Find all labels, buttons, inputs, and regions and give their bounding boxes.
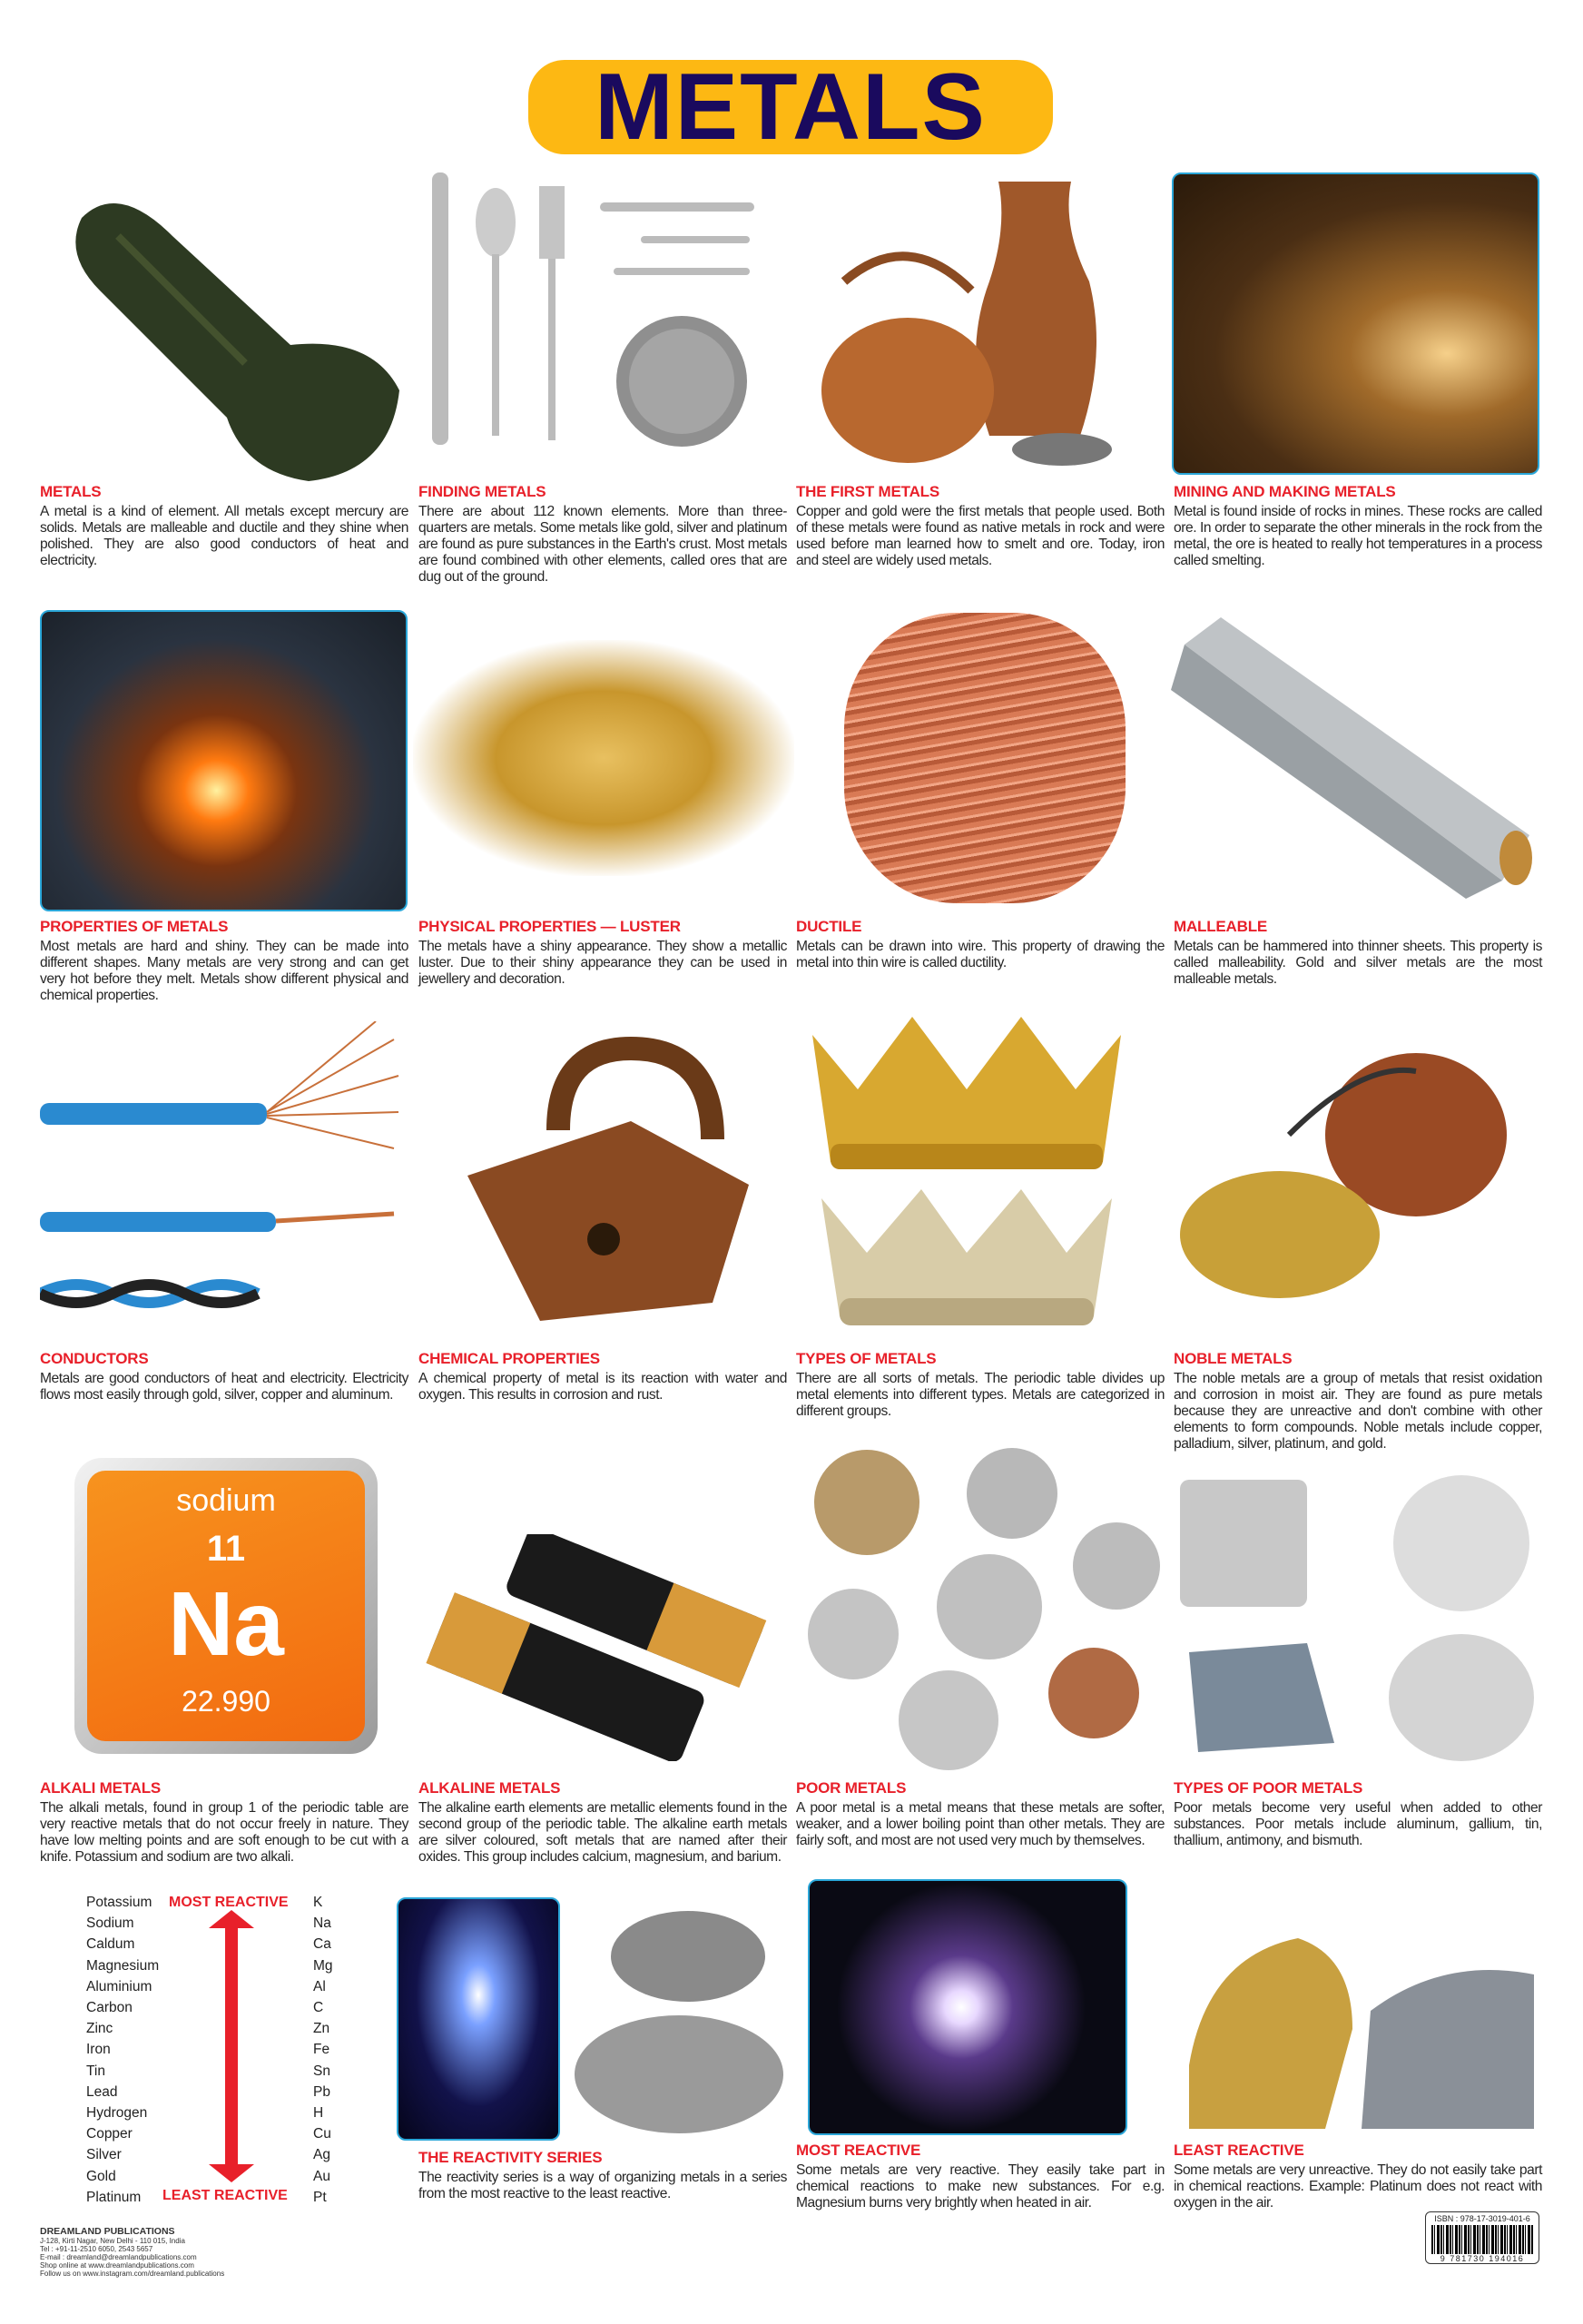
element-name: Gold [86, 2168, 116, 2184]
section-text: Copper and gold were the first metals that people used. Both of these metals were found as native metals in rock and were used before man learned how to smelt and ore. Today, iron and steel are widely used metals. [796, 504, 1165, 568]
element-symbol: Zn [313, 2021, 330, 2037]
element-symbol: Al [313, 1978, 326, 1994]
reactivity-row [86, 2187, 359, 2208]
batteries-image [418, 1534, 790, 1761]
section-ductile [796, 918, 1165, 971]
element-name: Carbon [86, 2000, 133, 2015]
publisher-name: DREAMLAND PUBLICATIONS [40, 2226, 175, 2237]
aluminium-foil-roll-image [1166, 608, 1539, 908]
burning-metal-flame-image [397, 1897, 560, 2141]
atomic-number: 11 [206, 1529, 246, 1569]
molten-metal-foundry-image [40, 610, 408, 911]
section-text: Metals are good conductors of heat and electricity. Electricity flows most easily through gold, silver, copper and aluminum. [40, 1371, 408, 1403]
element-name: Aluminium [86, 1978, 152, 1994]
section-heading: PROPERTIES OF METALS [40, 918, 229, 935]
reactivity-row [86, 2039, 359, 2060]
element-symbol: C [313, 2000, 324, 2015]
element-name: Lead [86, 2083, 118, 2100]
reactivity-row [86, 1934, 359, 1955]
section-alkali-metals [40, 1779, 408, 1866]
section-heading: POOR METALS [796, 1779, 907, 1797]
section-least-reactive [1174, 2142, 1542, 2211]
section-text: Most metals are hard and shiny. They can be made into different shapes. Many metals are very strong and can get very hot before they melt. Metals show different physical and chemical properties. [40, 939, 408, 1003]
element-name: Magnesium [86, 1957, 160, 1974]
section-text: Metals can be drawn into wire. This property of drawing the metal into thin wire is called ductility. [796, 939, 1165, 970]
element-name: Caldum [86, 1936, 135, 1953]
section-chemical-properties [418, 1350, 787, 1403]
element-symbol: Ag [313, 2147, 330, 2163]
element-symbol: Pt [313, 2189, 327, 2205]
poor-metals-objects-image [1171, 1471, 1543, 1779]
barcode-bars [1431, 2225, 1533, 2254]
element-symbol: Pb [313, 2083, 330, 2100]
section-heading: THE FIRST METALS [796, 483, 939, 500]
section-heading: LEAST REACTIVE [1174, 2142, 1304, 2159]
section-heading: MALLEABLE [1174, 918, 1268, 935]
section-text: Poor metals become very useful when added to other substances. Poor metals include aluminum, gallium, tin, thallium, antimony, and bismuth. [1174, 1800, 1542, 1848]
publisher-address: J-128, Kirti Nagar, New Delhi - 110 015, India [40, 2237, 185, 2245]
publisher-email: E-mail : dreamland@dreamlandpublications.com [40, 2253, 197, 2261]
platinum-bull-and-bars-image [1171, 1902, 1543, 2138]
element-symbol: Ca [313, 1936, 331, 1953]
section-text: The metals have a shiny appearance. They show a metallic luster. Due to their shiny appearance they can be used in jewellery and decoration. [418, 939, 787, 987]
reactivity-row [86, 1913, 359, 1934]
section-malleable [1174, 918, 1542, 988]
us-coins-image [803, 1448, 1166, 1775]
section-text: There are all sorts of metals. The periodic table divides up metal elements into different types. Metals are categorized in different groups. [796, 1371, 1165, 1419]
element-name: Tin [86, 2063, 105, 2079]
rusty-padlock-image [449, 1030, 758, 1330]
reactivity-row [86, 1997, 359, 2018]
section-heading: METALS [40, 483, 102, 500]
reactivity-row [86, 2102, 359, 2123]
section-text: The alkaline earth elements are metallic elements found in the second group of the periodic table. The alkaline earth metals are silver coloured, soft metals that are named after their oxides. This group includes calcium, magnesium, and barium. [418, 1800, 787, 1865]
section-heading: TYPES OF POOR METALS [1174, 1779, 1363, 1797]
gold-jewellery-image [413, 640, 794, 876]
metal-ore-image [64, 182, 408, 490]
section-text: The noble metals are a group of metals that resist oxidation and corrosion in moist air. They are found as pure metals because they are unreactive and don't combine with other elements to form compounds. Noble metals include copper, palladium, silver, platinum, and gold. [1174, 1371, 1542, 1452]
element-symbol: H [313, 2105, 324, 2121]
section-heading: TYPES OF METALS [796, 1350, 937, 1367]
section-heading: FINDING METALS [418, 483, 546, 500]
reactivity-row [86, 2144, 359, 2165]
poster-title: METALS [595, 54, 987, 160]
reactivity-row [86, 2166, 359, 2187]
most-reactive-label: MOST REACTIVE [169, 1895, 289, 1910]
section-heading: NOBLE METALS [1174, 1350, 1293, 1367]
reactivity-row [86, 1892, 359, 1913]
section-text: Metals can be hammered into thinner sheets. This property is called malleability. Gold and silver metals are the most malleable metals. [1174, 939, 1542, 987]
element-symbol: Mg [313, 1957, 333, 1974]
section-text: The reactivity series is a way of organizing metals in a series from the most reactive to the least reactive. [418, 2170, 787, 2201]
reactivity-row [86, 1955, 359, 1976]
element-symbol: Na [313, 1915, 331, 1932]
element-name: Potassium [86, 1895, 152, 1910]
copper-wire-coil-image [844, 613, 1126, 903]
electric-wires-image [40, 1021, 403, 1339]
sodium-element-tile [74, 1458, 378, 1754]
section-first-metals [796, 483, 1165, 569]
section-text: Some metals are very reactive. They easily take part in chemical reactions to make new substances. For e.g. Magnesium burns very brightly when heated in air. [796, 2162, 1165, 2211]
section-heading: MOST REACTIVE [796, 2142, 921, 2159]
metal-nuggets-image [570, 1902, 788, 2138]
element-name: Hydrogen [86, 2105, 148, 2121]
element-symbol: Cu [313, 2126, 331, 2142]
section-text: A chemical property of metal is its reaction with water and oxygen. This results in corrosion and rust. [418, 1371, 787, 1403]
element-name: Sodium [86, 1915, 134, 1932]
reactivity-row [86, 2018, 359, 2039]
reactivity-series-list [40, 1892, 403, 2205]
reactivity-row [86, 2061, 359, 2082]
section-most-reactive [796, 2142, 1165, 2211]
element-symbol: Fe [313, 2042, 330, 2058]
least-reactive-label: LEAST REACTIVE [162, 2188, 288, 2203]
section-metals [40, 483, 408, 569]
publisher-follow: Follow us on www.instagram.com/dreamland.publications [40, 2270, 225, 2278]
reactivity-row [86, 2082, 359, 2102]
section-poor-metals [796, 1779, 1165, 1849]
section-luster [418, 918, 787, 988]
section-heading: PHYSICAL PROPERTIES — LUSTER [418, 918, 681, 935]
section-finding-metals [418, 483, 787, 586]
mine-tunnel-image [1172, 172, 1539, 475]
copper-pot-with-gold-coins-image [1180, 1035, 1543, 1325]
section-text: Metal is found inside of rocks in mines. These rocks are called ore. In order to separate the other minerals in the rock from the metal, the ore is heated to really hot temperatures in a process called smelting. [1174, 504, 1542, 568]
reactivity-row [86, 2123, 359, 2144]
copper-kettle-and-vase-image [817, 172, 1153, 481]
isbn-barcode [1425, 2211, 1539, 2264]
section-heading: CHEMICAL PROPERTIES [418, 1350, 600, 1367]
section-types-of-poor-metals [1174, 1779, 1542, 1849]
barcode-digits: 9 781730 194016 [1440, 2254, 1525, 2263]
section-text: Some metals are very unreactive. They do not easily take part in chemical reactions. Example: Platinum does not react with oxygen in the air. [1174, 2162, 1542, 2211]
magnesium-burning-sparks-image [808, 1879, 1127, 2135]
element-name: Iron [86, 2042, 111, 2058]
section-heading: ALKALI METALS [40, 1779, 162, 1797]
section-heading: ALKALINE METALS [418, 1779, 561, 1797]
gold-and-silver-crowns-image [803, 1008, 1130, 1344]
element-name: Copper [86, 2126, 133, 2142]
section-noble-metals [1174, 1350, 1542, 1452]
poster-title-banner [528, 54, 1053, 160]
reactivity-row [86, 1976, 359, 1997]
publisher-shop: Shop online at www.dreamlandpublications.com [40, 2261, 194, 2270]
element-name: Platinum [86, 2189, 142, 2205]
element-name: sodium [176, 1483, 276, 1518]
element-symbol: K [313, 1895, 323, 1910]
publisher-info [40, 2226, 224, 2278]
element-name: Silver [86, 2147, 122, 2163]
publisher-tel: Tel : +91-11-2510 6050, 2543 5657 [40, 2245, 153, 2253]
element-symbol: Na [168, 1573, 284, 1675]
element-symbol: Sn [313, 2063, 330, 2079]
element-symbol: Au [313, 2168, 330, 2184]
section-text: A metal is a kind of element. All metals except mercury are solids. Metals are malleable and ductile and they shine when polished. They are also good conductors of heat and electricity. [40, 504, 408, 568]
section-types-of-metals [796, 1350, 1165, 1420]
isbn-label: ISBN : 978-17-3019-401-6 [1434, 2214, 1530, 2223]
element-name: Zinc [86, 2021, 113, 2037]
section-properties [40, 918, 408, 1004]
section-heading: CONDUCTORS [40, 1350, 149, 1367]
section-heading: THE REACTIVITY SERIES [418, 2149, 603, 2166]
section-text: The alkali metals, found in group 1 of the periodic table are very reactive metals that do not occur freely in nature. They have low melting points and are soft enough to be cut with a knife. Potassium and sodium are two alkali. [40, 1800, 408, 1865]
cutlery-and-coin-image [423, 168, 768, 449]
section-text: A poor metal is a metal means that these metals are softer, weaker, and a lower boiling point than other metals. They are fairly soft, and most are not used very much by themselves. [796, 1800, 1165, 1848]
section-heading: DUCTILE [796, 918, 862, 935]
section-text: There are about 112 known elements. More than three-quarters are metals. Some metals like gold, silver and platinum are found as pure substances in the Earth's crust. Most metals are found combined with other elements, called ores that are dug out of the ground. [418, 504, 787, 585]
section-heading: MINING AND MAKING METALS [1174, 483, 1396, 500]
atomic-mass: 22.990 [182, 1685, 270, 1718]
section-conductors [40, 1350, 408, 1403]
section-mining [1174, 483, 1542, 569]
section-alkaline-metals [418, 1779, 787, 1866]
section-reactivity-series [418, 2149, 787, 2202]
